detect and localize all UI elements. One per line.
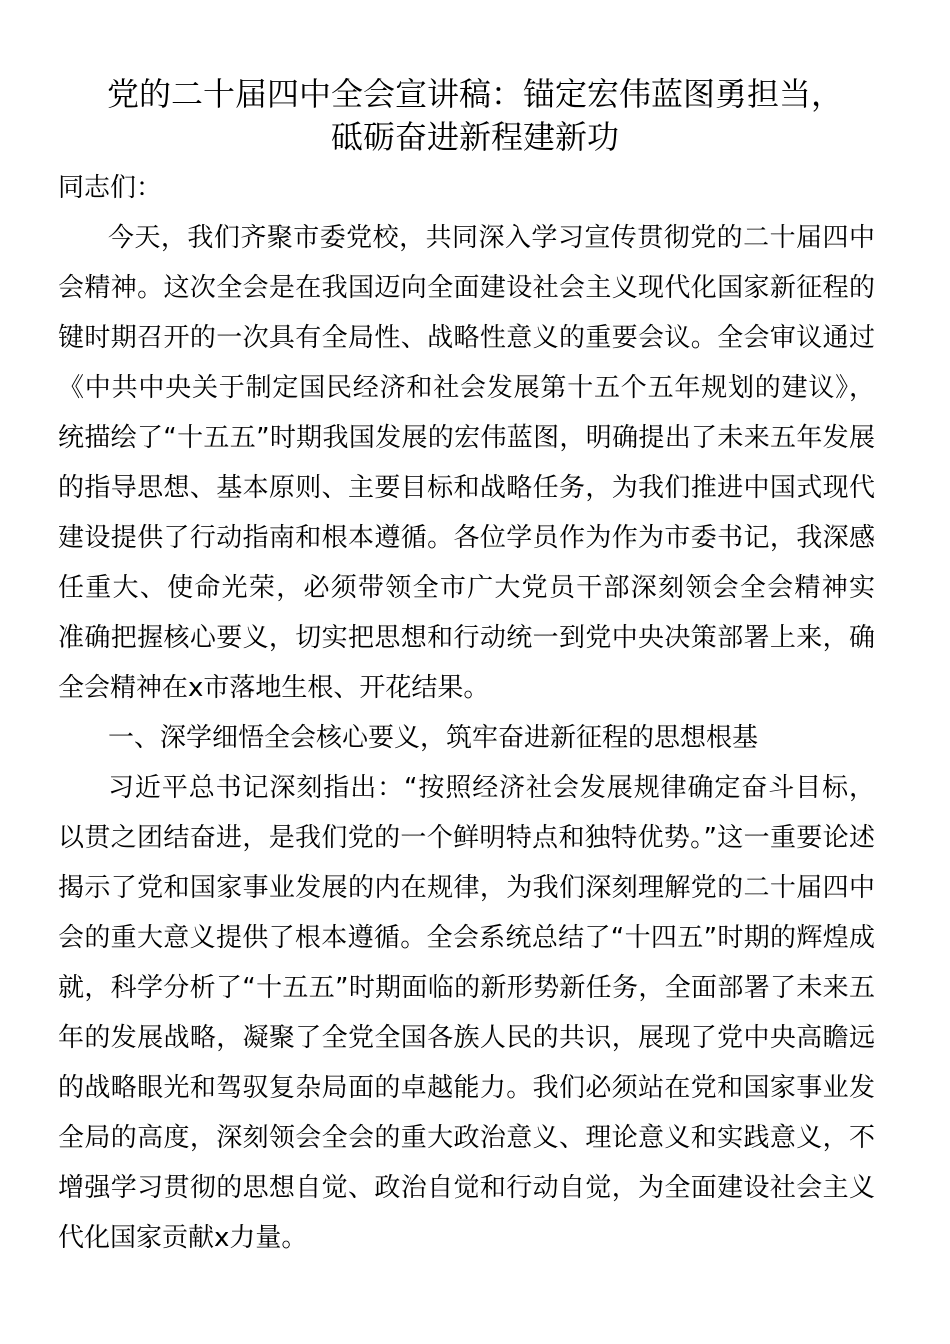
paragraph-line: 的指导思想、基本原则、主要目标和战略任务，为我们推进中国式现代	[58, 473, 875, 503]
paragraph-line: 统描绘了“十五五”时期我国发展的宏伟蓝图，明确提出了未来五年发展	[58, 423, 875, 453]
document-title	[40, 73, 910, 159]
paragraph-line: 就，科学分析了“十五五”时期面临的新形势新任务，全面部署了未来五	[58, 973, 875, 1003]
paragraph-line: 《中共中央关于制定国民经济和社会发展第十五个五年规划的建议》，	[58, 373, 875, 403]
paragraph-line: 建设提供了行动指南和根本遵循。各位学员作为作为市委书记，我深感	[58, 523, 875, 553]
paragraph-line: 代化国家贡献x力量。	[58, 1223, 308, 1253]
paragraph-line: 全局的高度，深刻领会全会的重大政治意义、理论意义和实践意义，不	[58, 1123, 875, 1153]
document-body	[58, 163, 875, 1263]
paragraph-line: 揭示了党和国家事业发展的内在规律，为我们深刻理解党的二十届四中	[58, 873, 875, 903]
paragraph-line: 键时期召开的一次具有全局性、战略性意义的重要会议。全会审议通过	[58, 323, 875, 353]
paragraph-line: 以贯之团结奋进，是我们党的一个鲜明特点和独特优势。”这一重要论述	[58, 823, 875, 853]
paragraph-line: 全会精神在x市落地生根、开花结果。	[58, 673, 490, 703]
paragraph-line: 会精神。这次全会是在我国迈向全面建设社会主义现代化国家新征程的	[58, 273, 875, 303]
paragraph-line: 会的重大意义提供了根本遵循。全会系统总结了“十四五”时期的辉煌成	[58, 923, 875, 953]
paragraph-1	[58, 213, 875, 713]
paragraph-line: 增强学习贯彻的思想自觉、政治自觉和行动自觉，为全面建设社会主义	[58, 1173, 875, 1203]
paragraph-line: 年的发展战略，凝聚了全党全国各族人民的共识，展现了党中央高瞻远	[58, 1023, 875, 1053]
paragraph-line: 习近平总书记深刻指出：“按照经济社会发展规律确定奋斗目标，	[108, 773, 875, 803]
paragraph-line: 任重大、使命光荣，必须带领全市广大党员干部深刻领会全会精神实	[58, 573, 875, 603]
section-heading-1: 一、深学细悟全会核心要义，筑牢奋进新征程的思想根基	[108, 723, 759, 753]
title-line-2: 砥砺奋进新程建新功	[330, 118, 619, 156]
paragraph-line: 准确把握核心要义，切实把思想和行动统一到党中央决策部署上来，确	[58, 623, 875, 653]
salutation: 同志们：	[58, 173, 163, 203]
paragraph-line: 的战略眼光和驾驭复杂局面的卓越能力。我们必须站在党和国家事业发	[58, 1073, 875, 1103]
title-line-1: 党的二十届四中全会宣讲稿：锚定宏伟蓝图勇担当，	[106, 75, 843, 113]
paragraph-line: 今天，我们齐聚市委党校，共同深入学习宣传贯彻党的二十届四中	[108, 223, 875, 253]
paragraph-2	[58, 763, 875, 1263]
